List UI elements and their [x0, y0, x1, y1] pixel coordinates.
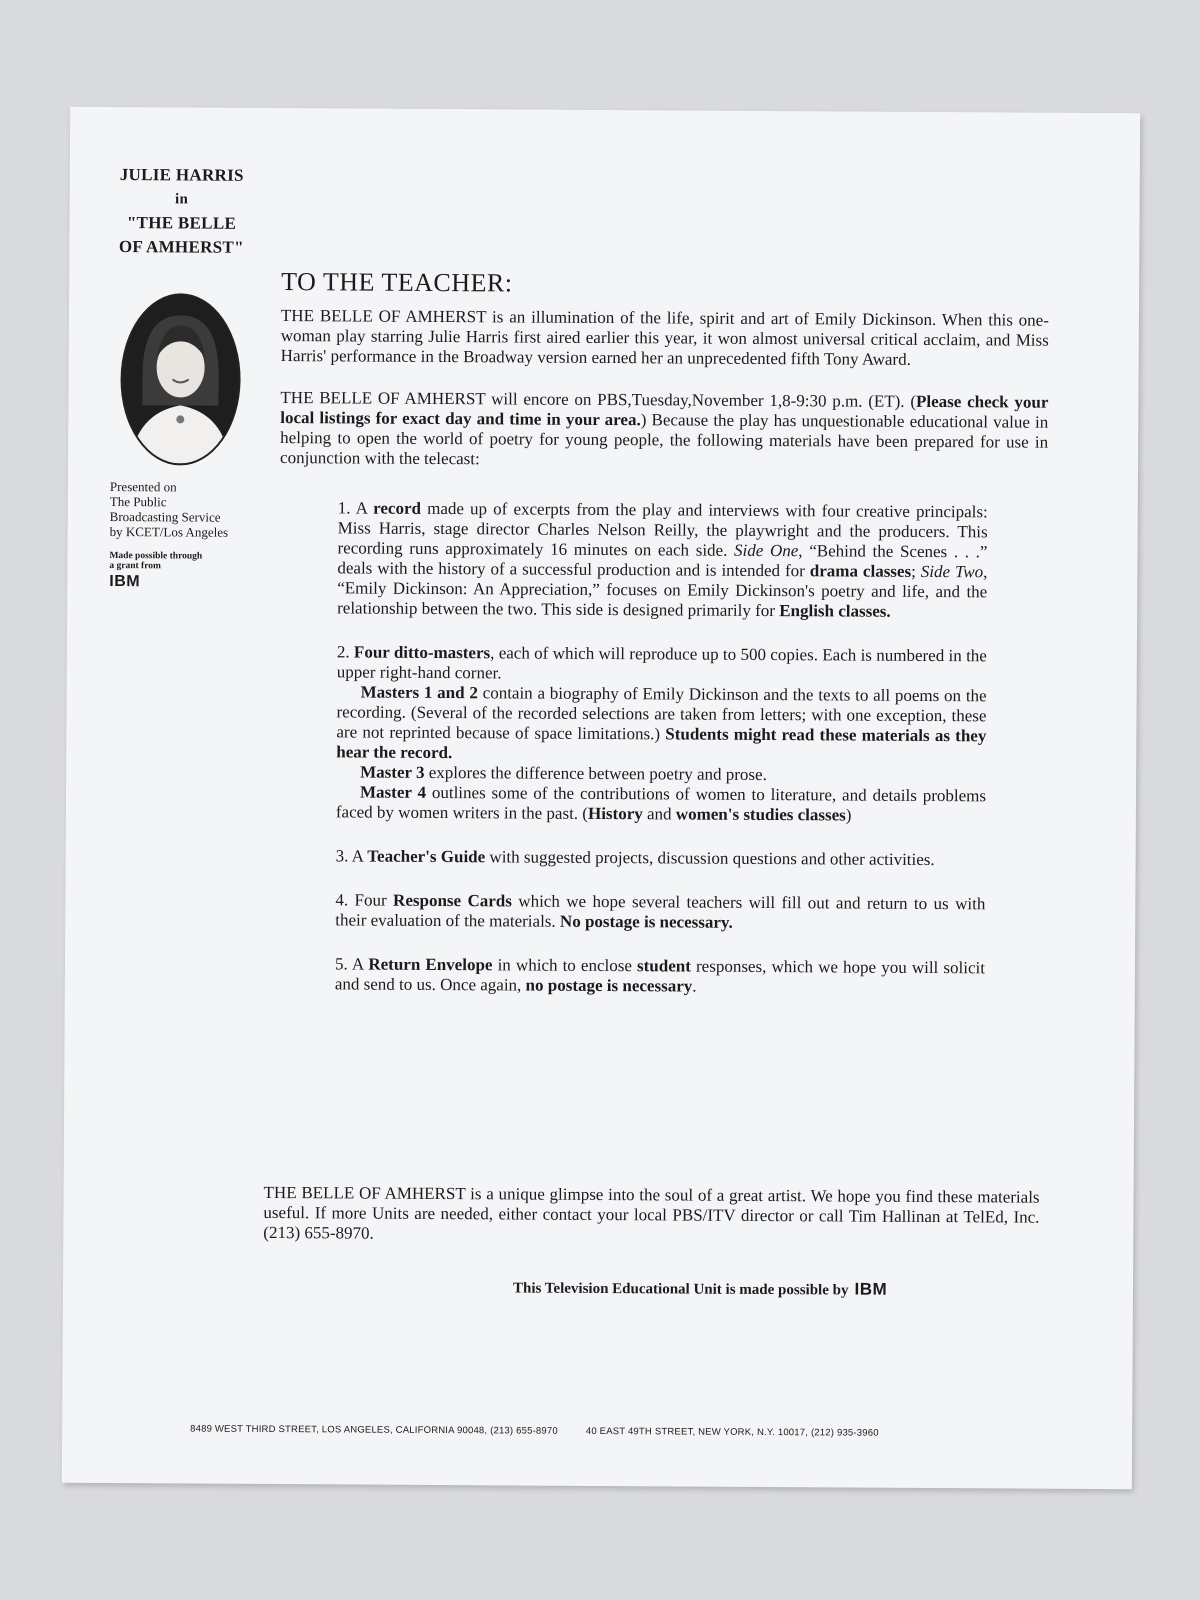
text-run: , each of which will reproduce up to 500 copies. Each is numbered in the upper right-hand corner.: [336, 643, 987, 683]
text-run: .: [692, 976, 697, 996]
emphasis: Response Cards: [393, 890, 512, 911]
materials-list: [335, 498, 988, 998]
portrait-illustration: [122, 295, 239, 464]
intro-paragraph: THE BELLE OF AMHERST is an illumination of the life, spirit and art of Emily Dickinson. When this one-woman play starring Julie Harris first aired earlier this year, it won almost universal critical acclaim, and Miss Harris' performance in the Broadway version earned her an unprecedented fifth Tony Award.: [280, 306, 1049, 369]
text-run: 1. A: [337, 498, 374, 518]
broadcast-paragraph: [280, 388, 1048, 473]
text-run: made up of excerpts from the play and interviews with four creative principals: Miss Harris, stage director Charles Nelson Reilly, the playwright and the producers. This recording runs approximately 16 minutes on each side.: [337, 498, 988, 560]
grant-credit: [103, 551, 255, 572]
text-run: responses, which we hope you will solicit and send to us. Once again,: [334, 956, 986, 995]
text-run: and: [642, 804, 676, 824]
credit-line: Broadcasting Service: [109, 508, 221, 525]
text-run: ): [845, 805, 852, 825]
text-run: which we hope several teachers will fill out and return to us with their evaluation of the materials.: [335, 891, 986, 931]
list-item: [337, 498, 988, 622]
sponsor-text: This Television Educational Unit is made possible by: [512, 1280, 849, 1299]
text-run: , “Emily Dickinson: An Appreciation,” focuses on Emily Dickinson's poetry and life, and the relationship between the two. This side is designed primarily for: [337, 562, 988, 621]
text-run: 5. A: [334, 954, 369, 974]
emphasis: student: [636, 956, 691, 976]
text-run: outlines some of the contributions of women to literature, and details problems faced by women writers in the past. (: [335, 782, 987, 823]
show-title: [105, 163, 258, 260]
address-new-york: 40 EAST 49TH STREET, NEW YORK, N.Y. 10017, (212) 935-3960: [585, 1425, 879, 1439]
text-run: ;: [911, 561, 921, 581]
text-run: THE BELLE OF AMHERST will encore on PBS,Tuesday,November 1,8-9:30 p.m. (ET). (: [280, 388, 917, 411]
letter-body: [277, 267, 1050, 1023]
list-item: [335, 890, 985, 934]
address-los-angeles: 8489 WEST THIRD STREET, LOS ANGELES, CALIFORNIA 90048, (213) 655-8970: [190, 1423, 558, 1437]
footer-addresses: [190, 1424, 990, 1440]
credit-line: by KCET/Los Angeles: [109, 523, 229, 540]
text-run: 2.: [336, 642, 355, 662]
emphasis: women's studies classes: [675, 804, 846, 825]
text-run: 3. A: [335, 846, 368, 866]
document-sheet: [62, 107, 1140, 1490]
list-item: [336, 642, 987, 826]
credit-line: Presented on: [109, 478, 177, 495]
list-item: [336, 846, 986, 870]
grant-line: Made possible through: [109, 550, 203, 562]
text-run: ) Because the play has unquestionable educational value in helping to open the world of poetry for young people, the following materials have been prepared for use in conjunction with the telecast:: [280, 410, 1049, 469]
emphasis: Students might read these materials as they hear the record.: [336, 724, 987, 763]
emphasis: Master 3: [360, 762, 425, 782]
emphasis: drama classes: [809, 561, 912, 581]
sidebar: [103, 163, 258, 592]
text-run: 4. Four: [335, 890, 394, 910]
title-line: "THE BELLE: [126, 213, 237, 233]
emphasis: record: [373, 498, 422, 518]
emphasis: Four ditto-masters: [353, 642, 491, 663]
portrait-photo: [120, 293, 241, 466]
italic-text: Side Two: [920, 561, 984, 582]
closing-paragraph: THE BELLE OF AMHERST is a unique glimpse into the soul of a great artist. We hope you find these materials useful. If more Units are needed, either contact your local PBS/ITV director or call Tim Hallinan at TelEd, Inc. (213) 655-8970.: [263, 1182, 1040, 1243]
emphasis: Teacher's Guide: [367, 846, 486, 867]
broadcast-credit: [104, 479, 256, 540]
title-line: in: [175, 191, 189, 208]
text-run: in which to enclose: [492, 955, 638, 976]
ibm-logo: IBM: [854, 1279, 888, 1299]
title-line: OF AMHERST": [118, 237, 244, 257]
text-run: , “Behind the Scenes . . .” deals with the history of a successful production and is intended for: [337, 541, 988, 581]
credit-line: The Public: [109, 493, 167, 510]
emphasis: Masters 1 and 2: [360, 682, 478, 703]
letter-heading: TO THE TEACHER:: [281, 267, 513, 298]
emphasis: no postage is necessary: [525, 975, 693, 996]
italic-text: Side One: [734, 540, 799, 561]
title-line: JULIE HARRIS: [119, 165, 244, 185]
emphasis: Return Envelope: [368, 954, 493, 975]
emphasis: Master 4: [359, 782, 427, 802]
emphasis: Please check your local listings for exact day and time in your area.: [280, 391, 1049, 430]
ibm-logo: IBM: [109, 572, 141, 591]
emphasis: No postage is necessary.: [559, 911, 733, 932]
text-run: with suggested projects, discussion questions and other activities.: [485, 847, 935, 870]
text-run: explores the difference between poetry and prose.: [424, 762, 767, 785]
sponsor-line: [513, 1277, 887, 1299]
list-item: [335, 954, 985, 998]
text-run: contain a biography of Emily Dickinson and the texts to all poems on the recording. (Several of the recorded selections are taken from letters; with one exception, these are not reprinted because of space limitations.): [336, 683, 987, 744]
grant-line: a grant from: [109, 560, 161, 572]
emphasis: English classes.: [779, 601, 891, 621]
emphasis: History: [587, 803, 643, 824]
